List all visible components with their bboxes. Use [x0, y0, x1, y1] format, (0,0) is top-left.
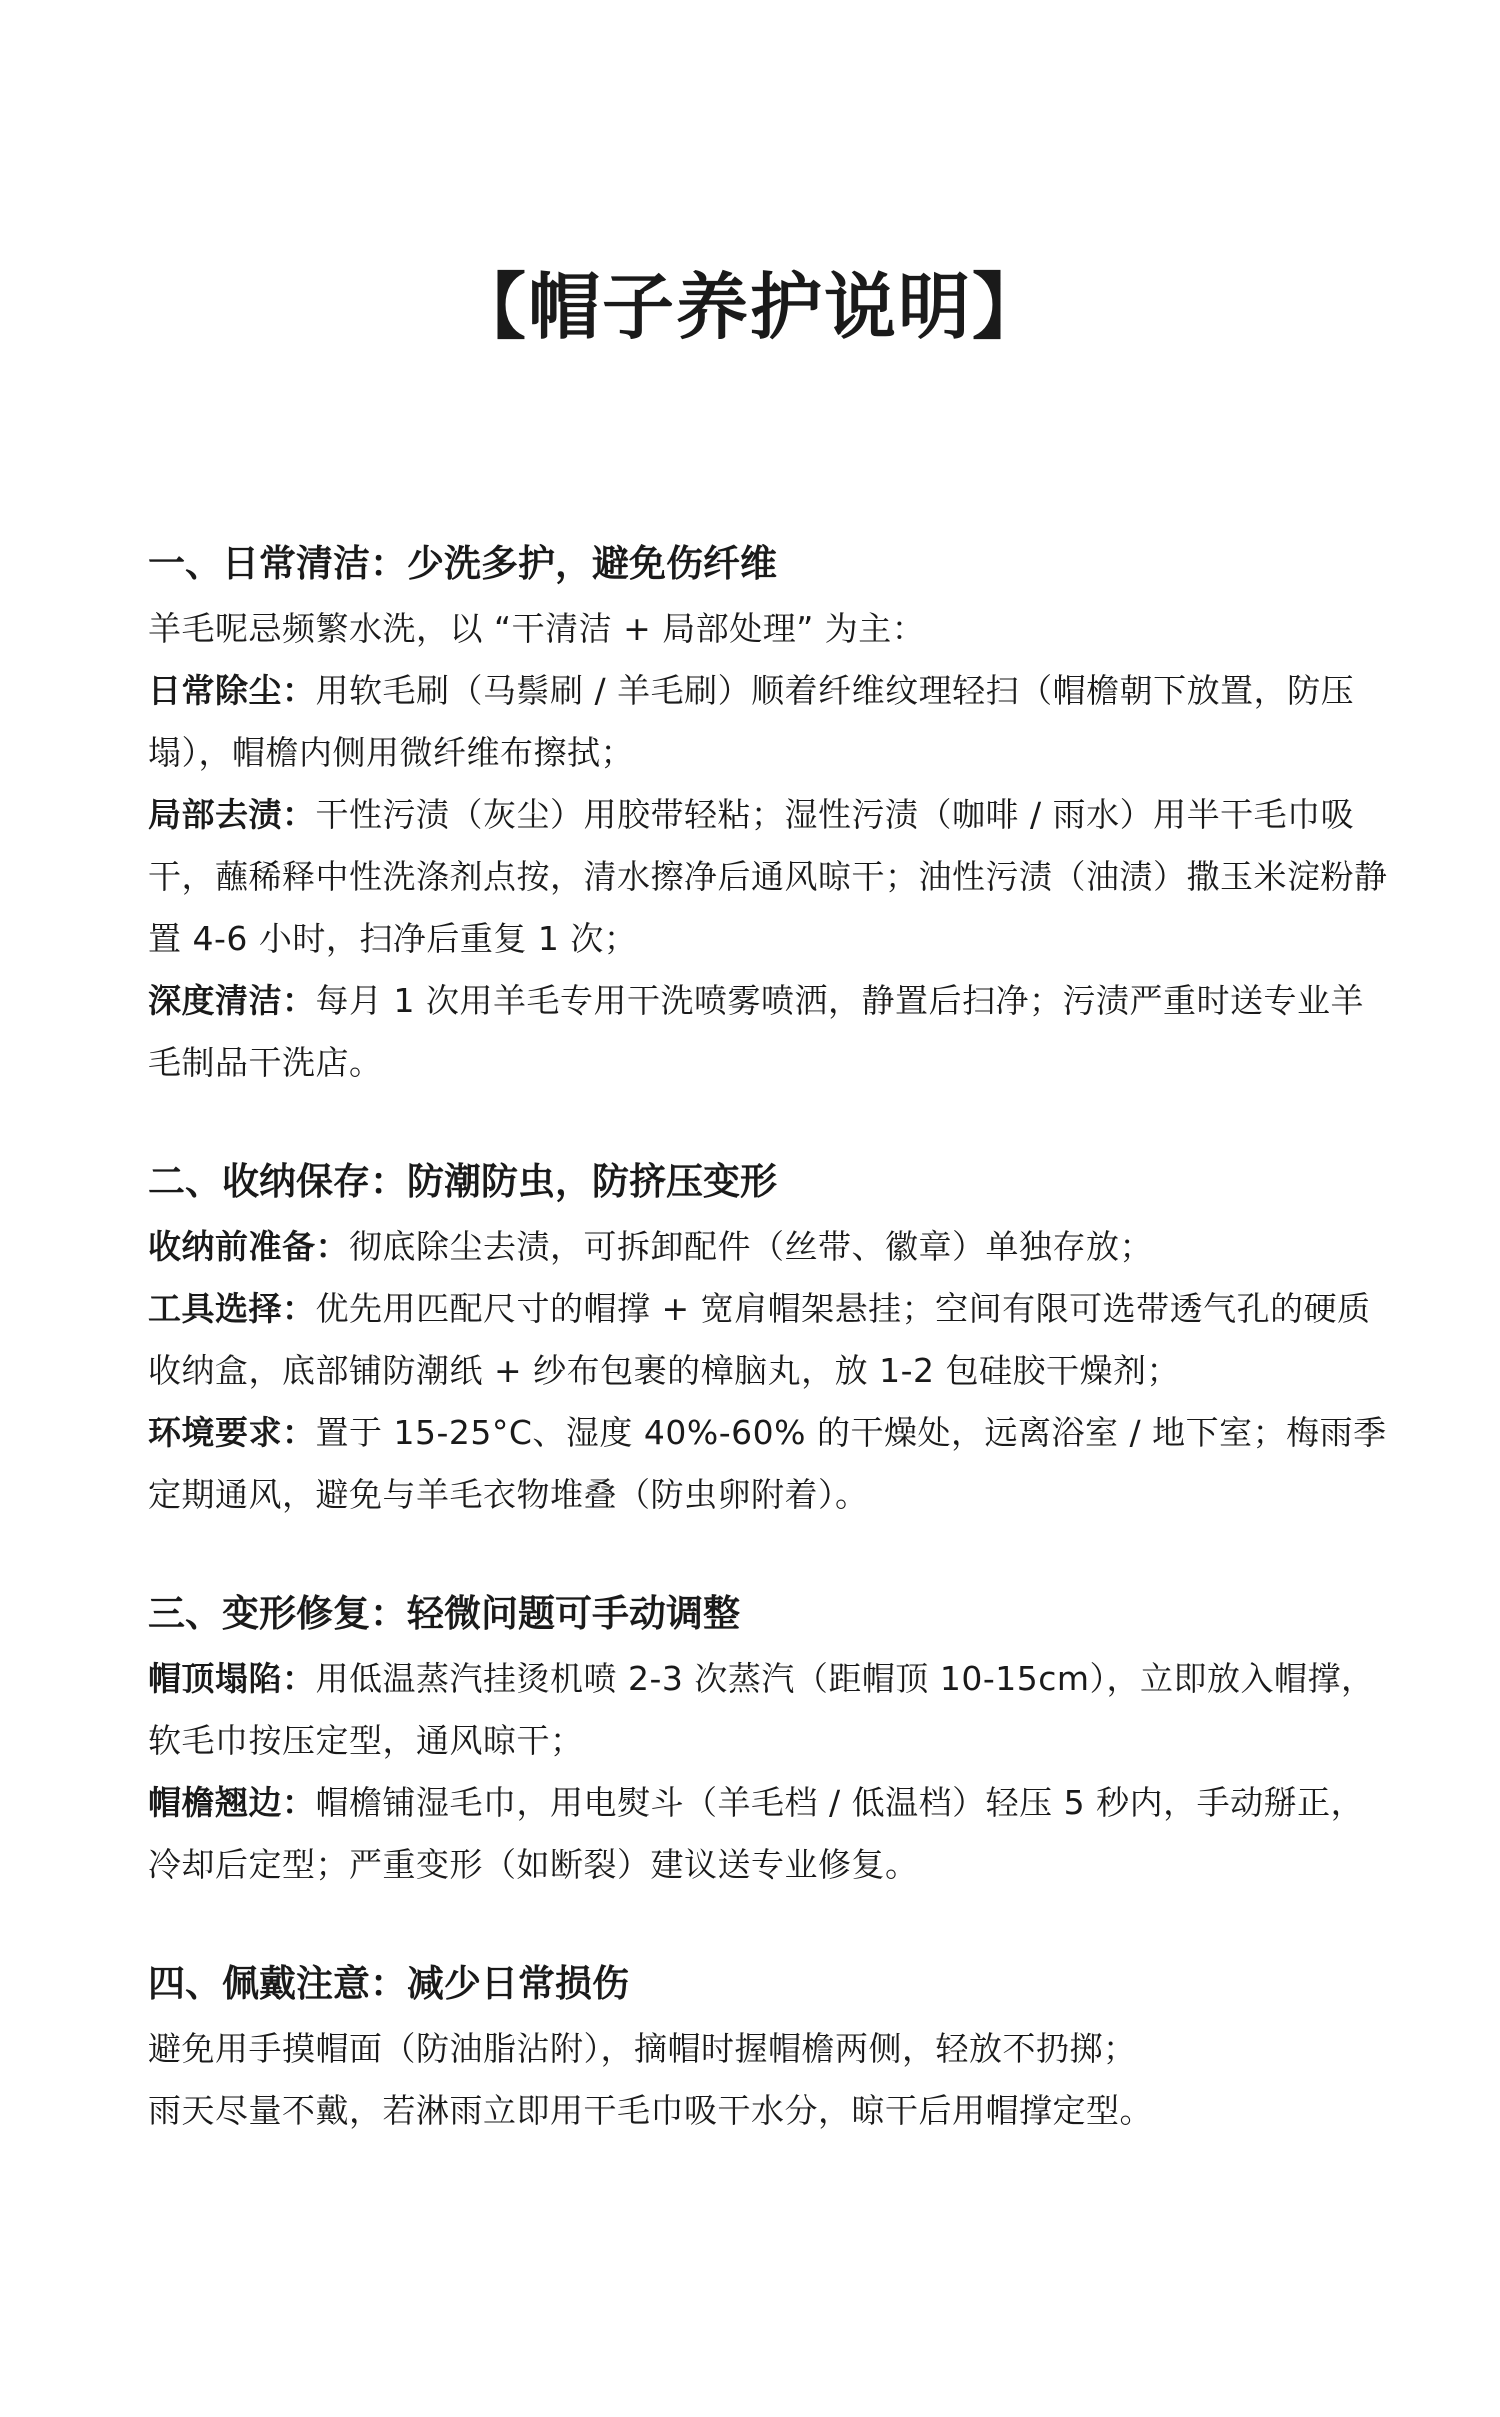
- paragraph: [148, 660, 1388, 784]
- paragraph-label: 日常除尘：: [148, 671, 316, 710]
- section-daily-cleaning: [148, 538, 1388, 1094]
- paragraph: [148, 1772, 1388, 1896]
- paragraph-text: 羊毛呢忌频繁水洗，以 “干清洁 + 局部处理” 为主：: [148, 609, 926, 648]
- paragraph: [148, 1648, 1388, 1772]
- paragraph-label: 工具选择：: [148, 1289, 316, 1328]
- paragraph-text: 优先用匹配尺寸的帽撑 + 宽肩帽架悬挂；空间有限可选带透气孔的硬质收纳盒，底部铺防潮纸 + 纱布包裹的樟脑丸，放 1-2 包硅胶干燥剂；: [148, 1289, 1371, 1390]
- section-heading: 三、变形修复：轻微问题可手动调整: [148, 1592, 740, 1635]
- paragraph: [148, 2080, 1388, 2142]
- paragraph-text: 用低温蒸汽挂烫机喷 2-3 次蒸汽（距帽顶 10-15cm），立即放入帽撑，软毛巾按压定型，通风晾干；: [148, 1659, 1375, 1760]
- paragraph-label: 环境要求：: [148, 1413, 316, 1452]
- paragraph-text: 每月 1 次用羊毛专用干洗喷雾喷洒，静置后扫净；污渍严重时送专业羊毛制品干洗店。: [148, 981, 1364, 1082]
- paragraph: [148, 970, 1388, 1094]
- section-wearing-notes: [148, 1958, 1388, 2142]
- section-storage: [148, 1156, 1388, 1526]
- paragraph: [148, 1278, 1388, 1402]
- paragraph-text: 雨天尽量不戴，若淋雨立即用干毛巾吸干水分，晾干后用帽撑定型。: [148, 2091, 1153, 2130]
- section-repair: [148, 1588, 1388, 1896]
- paragraph: [148, 1402, 1388, 1526]
- paragraph: [148, 784, 1388, 970]
- paragraph-text: 避免用手摸帽面（防油脂沾附），摘帽时握帽檐两侧，轻放不扔掷；: [148, 2029, 1137, 2068]
- paragraph: [148, 1216, 1388, 1278]
- section-heading: 二、收纳保存：防潮防虫，防挤压变形: [148, 1160, 777, 1203]
- paragraph-text: 用软毛刷（马鬃刷 / 羊毛刷）顺着纤维纹理轻扫（帽檐朝下放置，防压塌），帽檐内侧用微纤维布擦拭；: [148, 671, 1355, 772]
- paragraph-text: 彻底除尘去渍，可拆卸配件（丝带、徽章）单独存放；: [349, 1227, 1153, 1266]
- section-heading: 一、日常清洁：少洗多护，避免伤纤维: [148, 542, 777, 585]
- paragraph-label: 深度清洁：: [148, 981, 316, 1020]
- paragraph-text: 帽檐铺湿毛巾，用电熨斗（羊毛档 / 低温档）轻压 5 秒内，手动掰正，冷却后定型；严重变形（如断裂）建议送专业修复。: [148, 1783, 1365, 1884]
- paragraph-label: 收纳前准备：: [148, 1227, 349, 1266]
- paragraph: [148, 598, 1388, 660]
- paragraph-text: 干性污渍（灰尘）用胶带轻粘；湿性污渍（咖啡 / 雨水）用半干毛巾吸干，蘸稀释中性洗涤剂点按，清水擦净后通风晾干；油性污渍（油渍）撒玉米淀粉静置 4-6 小时，扫净后重复 1 次；: [148, 795, 1388, 958]
- content-body: [148, 538, 1388, 2204]
- paragraph: [148, 2018, 1388, 2080]
- section-heading: 四、佩戴注意：减少日常损伤: [148, 1962, 629, 2005]
- paragraph-label: 帽顶塌陷：: [148, 1659, 316, 1698]
- paragraph-label: 局部去渍：: [148, 795, 316, 834]
- paragraph-text: 置于 15-25°C、湿度 40%-60% 的干燥处，远离浴室 / 地下室；梅雨季定期通风，避免与羊毛衣物堆叠（防虫卵附着）。: [148, 1413, 1387, 1514]
- page-title: 【帽子养护说明】: [453, 265, 1046, 349]
- paragraph-label: 帽檐翘边：: [148, 1783, 316, 1822]
